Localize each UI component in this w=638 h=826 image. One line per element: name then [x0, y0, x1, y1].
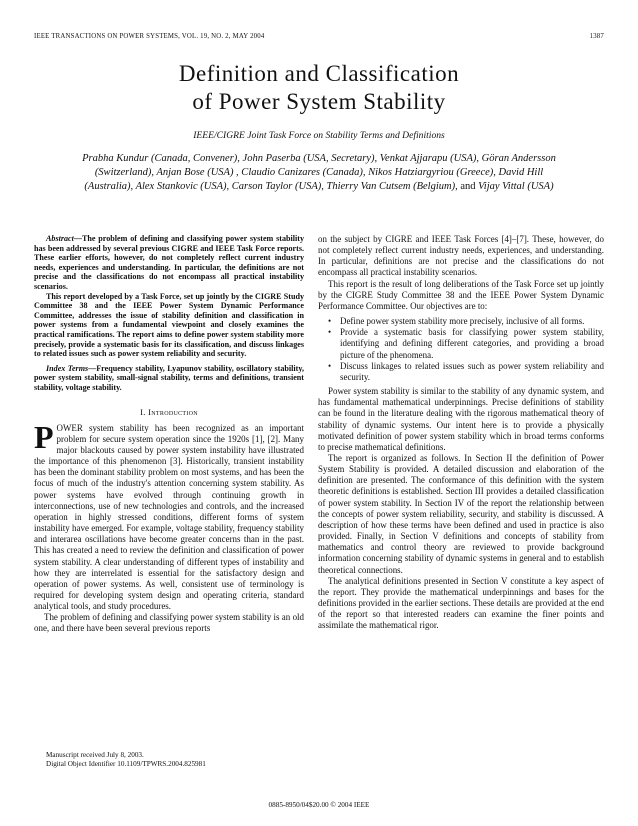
list-item: • Discuss linkages to related issues such as power system reliability and security.	[328, 360, 604, 382]
journal-citation: IEEE TRANSACTIONS ON POWER SYSTEMS, VOL. 19, NO. 2, MAY 2004	[34, 33, 265, 40]
objectives-list	[318, 316, 604, 383]
index-terms-text: Frequency stability, Lyapunov stability, oscillatory stability, power system stability, small-signal stability, terms and definitions, transient stability, voltage stability.	[34, 363, 304, 392]
bullet-icon: •	[328, 327, 332, 338]
intro-paragraph-2: The problem of defining and classifying power system stability is an old one, and there have been several previous reports	[34, 612, 304, 634]
section-heading-introduction	[34, 407, 304, 418]
title-line-1: Definition and Classification	[178, 61, 460, 86]
abstract-paragraph-2: This report developed by a Task Force, set up jointly by the CIGRE Study Committee 38 and the IEEE Power System Dynamic Performance Committee, addresses the issue of stability definition and classification in power systems from a fundamental viewpoint and closely examines the practical ramifications. The report aims to define power system stability more precisely, provide a systematic basis for its classification, and discuss linkages to related issues such as power system reliability and security.	[34, 291, 304, 359]
bullet-icon: •	[328, 316, 332, 327]
list-item: • Define power system stability more precisely, inclusive of all forms.	[328, 316, 585, 327]
author-line-1: Prabha Kundur (Canada, Convener), John Paserba (USA, Secretary), Venkat Ajjarapu (USA), Göran Andersson	[82, 153, 556, 164]
introduction-body	[34, 418, 304, 635]
author-list	[40, 152, 598, 194]
footnote	[46, 751, 306, 769]
similar-paragraph: Power system stability is similar to the stability of any dynamic system, and has fundamental mathematical underpinnings. Precise definitions of stability can be found in the literature dealing with the rigorous mathematical theory of stability of dynamic systems. Our intent here is to provide a physically motivated definition of power system stability which in broad terms conforms to precise mathematical definitions.	[318, 386, 604, 452]
intro-paragraph-1	[34, 418, 304, 613]
index-terms-dash: —	[88, 363, 97, 373]
index-terms	[34, 364, 304, 393]
author-line-3-a: (Australia), Alex Stankovic (USA), Carson Taylor (USA), Thierry Van Cutsem (Belgium),	[84, 181, 458, 192]
task-force-name: IEEE/CIGRE Joint Task Force on Stability Terms and Definitions	[193, 130, 445, 141]
bullet-icon: •	[328, 360, 332, 371]
section-title: Introduction	[148, 406, 198, 417]
left-column	[34, 234, 304, 635]
intro-text-1: OWER system stability has been recognized as an important problem for secure system operation since the 1920s [1], [2]. Many major blackouts caused by power system instability have illustrated the importance of this phenomenon [3]. Historically, transient instability has been the dominant stability problem on most systems, and has been the focus of much of the industry's attention concerning system stability. As power systems have evolved through continuing growth in interconnections, use of new technologies and controls, and the increased operation in highly stressed conditions, different forms of system instability have emerged. For example, voltage stability, frequency stability and interarea oscillations have become greater concerns than in the past. This has created a need to review the definition and classification of power system stability. A clear understanding of different types of instability and how they are interrelated is essential for the satisfactory design and operation of power systems. As well, consistent use of terminology is required for developing system design and operating criteria, standard analytical tools, and study procedures.	[34, 422, 304, 612]
abstract-paragraph-1	[34, 234, 304, 292]
copyright-line: 0885-8950/04$20.00 © 2004 IEEE	[268, 801, 370, 809]
drop-cap: P	[34, 418, 54, 455]
author-line-2: (Switzerland), Anjan Bose (USA) , Claudio Canizares (Canada), Nikos Hatziargyriou (Greece), David Hill	[94, 167, 544, 178]
abstract-lead: Abstract	[46, 234, 74, 243]
footnote-doi: Digital Object Identifier 10.1109/TPWRS.2004.825981	[46, 760, 206, 768]
running-head	[34, 33, 604, 45]
abstract	[34, 234, 304, 359]
author-line-3-b: Vijay Vittal (USA)	[478, 181, 554, 192]
list-item: • Provide a systematic basis for classifying power system stability, identifying and defining different categories, and providing a broad picture of the phenomena.	[328, 327, 604, 360]
abstract-dash: —	[73, 234, 82, 243]
analytical-paragraph: The analytical definitions presented in Section V constitute a key aspect of the report. They provide the mathematical underpinnings and bases for the definitions provided in the earlier sections. These details are provided at the end of the report so that interested readers can examine the finer points and assimilate the mathematical rigor.	[318, 575, 604, 631]
index-terms-lead: Index Terms	[46, 363, 89, 373]
right-column-body	[318, 234, 604, 631]
report-paragraph: This report is the result of long deliberations of the Task Force set up jointly by the CIGRE Study Committee 38 and the IEEE Power System Dynamic Performance Committee. Our objectives are to:	[318, 278, 604, 311]
title-line-2: of Power System Stability	[192, 89, 446, 114]
continued-paragraph: on the subject by CIGRE and IEEE Task Forces [4]–[7]. These, however, do not completely reflect current industry needs, experiences, and understanding. In particular, definitions are not precise and the classifications do not encompass all practical instability scenarios.	[318, 234, 604, 278]
abstract-text-1: The problem of defining and classifying power system stability has been addressed by several previous CIGRE and IEEE Task Force reports. These earlier efforts, however, do not completely reflect current industry needs, experiences and understanding. In particular, the definitions are not precise and the classifications do not encompass all practical instability scenarios.	[34, 234, 304, 291]
author-and: and	[457, 181, 479, 192]
page-number: 1387	[589, 33, 604, 40]
section-number: I.	[140, 406, 146, 417]
right-column	[318, 234, 604, 631]
footnote-received: Manuscript received July 8, 2003.	[46, 751, 144, 759]
author-line-3	[40, 180, 598, 194]
paper-title	[60, 60, 578, 116]
organization-paragraph: The report is organized as follows. In Section II the definition of Power System Stability is provided. A detailed discussion and elaboration of the definition are presented. The conformance of this definition with the system theoretic definitions is established. Section III provides a detailed classification of power system stability. In Section IV of the report the relationship between the concepts of power system reliability, security, and stability is discussed. A description of how these terms have been defined and used in practice is also provided. Finally, in Section V definitions and concepts of stability from mathematics and control theory are reviewed to provide background information concerning stability of dynamic systems in general and to establish theoretical connections.	[318, 452, 604, 575]
